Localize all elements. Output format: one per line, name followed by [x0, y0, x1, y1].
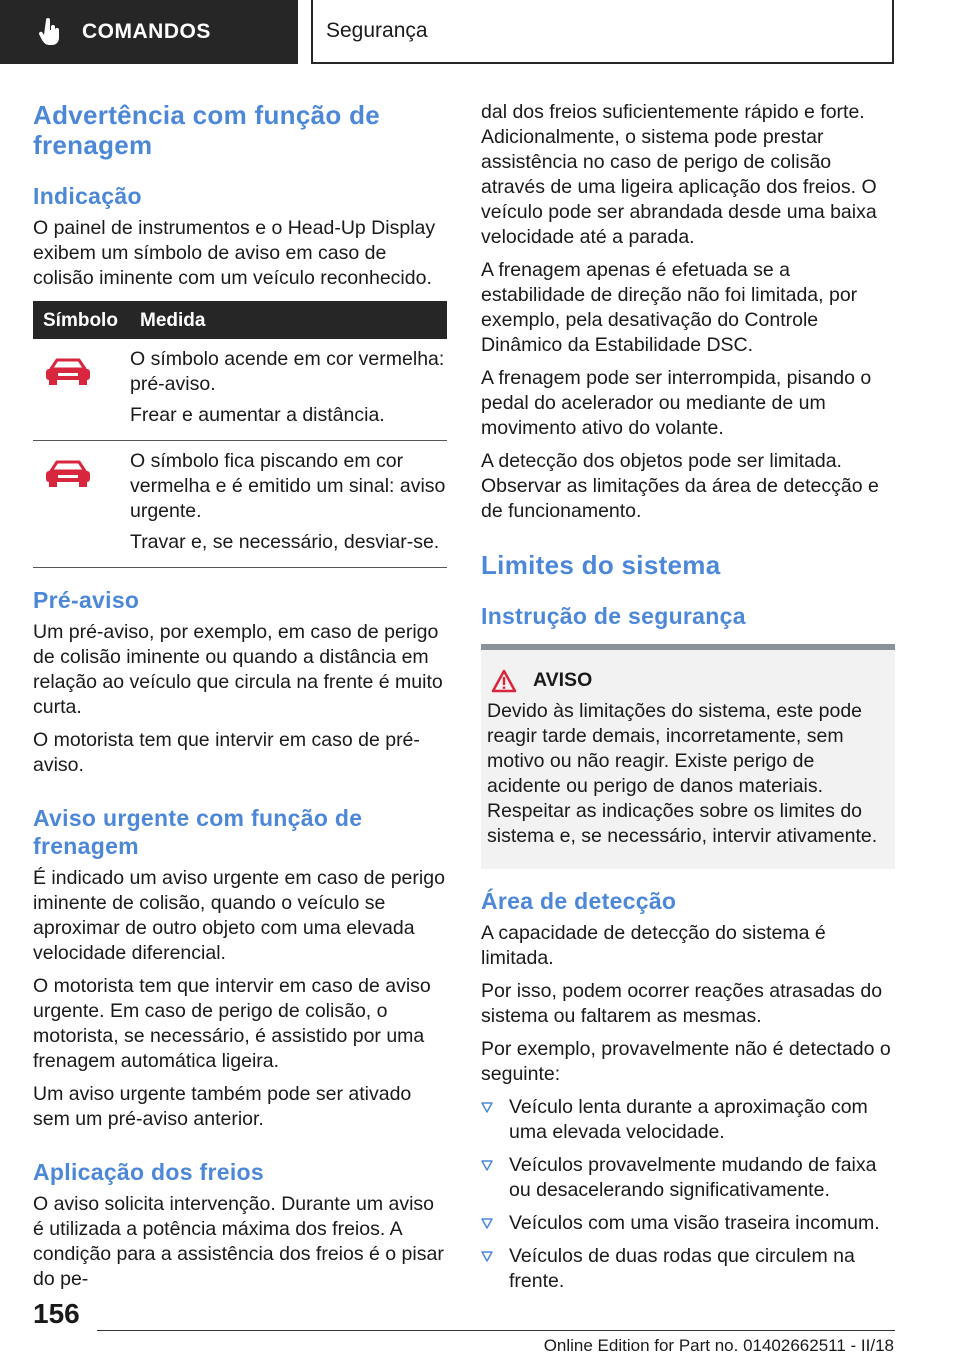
- paragraph: Um pré-aviso, por exemplo, em caso de perigo de colisão iminente ou quando a distância em relação ao veículo que circula na frente é muito curta.: [33, 621, 443, 718]
- chapter-label: COMANDOS: [82, 20, 211, 43]
- footer-divider: [97, 1330, 895, 1331]
- section-title-limites: Limites do sistema: [481, 550, 721, 580]
- warning-title: [487, 668, 887, 693]
- warning-box: [481, 644, 895, 869]
- table-cell-text: O símbolo acende em cor vermelha: pré-aviso.: [130, 348, 445, 395]
- paragraph: A capacidade de detecção do sistema é limitada.: [481, 922, 826, 969]
- table-cell-measure: [130, 339, 447, 441]
- table-header-row: [33, 301, 447, 339]
- table-row: [33, 339, 447, 441]
- warning-text: Devido às limitações do sistema, este pode reagir tarde demais, incorretamente, sem motivo ou não reagir. Existe perigo de acidente ou perigo de danos materiais. Respeitar as indicações sobre os limites do sistema e, se necessário, intervir ativamente.: [487, 700, 878, 847]
- list-item: [481, 1211, 895, 1236]
- warning-triangle-icon: [491, 669, 517, 693]
- list-item-text: Veículos com uma visão traseira incomum.: [509, 1212, 880, 1234]
- paragraph: A frenagem apenas é efetuada se a estabilidade de direção não foi limitada, por exemplo, pela desativação do Controle Dinâmico da Estabilidade DSC.: [481, 259, 858, 356]
- right-column: [481, 100, 895, 1302]
- table-cell-measure: [130, 441, 447, 568]
- section-heading-indicacao: Indicação: [33, 183, 142, 209]
- paragraph: A frenagem pode ser interrompida, pisando o pedal do acelerador ou mediante de um movimento ativo do volante.: [481, 367, 872, 439]
- triangle-bullet-icon: [481, 1217, 493, 1229]
- car-warning-icon: [43, 357, 93, 387]
- list-item: [481, 1244, 895, 1294]
- page-number: 156: [33, 1298, 80, 1329]
- bullet-list: [481, 1095, 895, 1294]
- section-heading-aplicacao: Aplicação dos freios: [33, 1159, 264, 1185]
- paragraph: A detecção dos objetos pode ser limitada. Observar as limitações da área de detecção e de funcionamento.: [481, 450, 879, 522]
- table-cell-text: Travar e, se necessário, desviar-se.: [130, 531, 440, 553]
- section-label: Segurança: [326, 19, 428, 42]
- car-warning-flashing-icon: [43, 459, 93, 489]
- triangle-bullet-icon: [481, 1250, 493, 1262]
- warning-label: AVISO: [533, 669, 593, 691]
- table-cell-symbol: [33, 441, 130, 568]
- symbol-table: [33, 301, 447, 568]
- footer-edition: Online Edition for Part no. 01402662511 - II/18: [543, 1336, 894, 1355]
- list-item: [481, 1153, 895, 1203]
- paragraph: Por isso, podem ocorrer reações atrasadas do sistema ou faltarem as mesmas.: [481, 980, 883, 1027]
- section-heading-area: Área de detecção: [481, 888, 677, 914]
- paragraph: O painel de instrumentos e o Head-Up Display exibem um símbolo de aviso em caso de colisão iminente com um veículo reconhecido.: [33, 217, 436, 289]
- paragraph: O motorista tem que intervir em caso de aviso urgente. Em caso de perigo de colisão, o motorista, se necessário, é assistido por uma frenagem automática ligeira.: [33, 975, 431, 1072]
- chapter-tab[interactable]: [0, 0, 298, 64]
- paragraph: O motorista tem que intervir em caso de pré-aviso.: [33, 729, 420, 776]
- section-header: [311, 0, 894, 64]
- table-cell-symbol: [33, 339, 130, 441]
- paragraph: O aviso solicita intervenção. Durante um aviso é utilizada a potência máxima dos freios. A condição para a assistência dos freios é o pisar do pe-: [33, 1193, 444, 1290]
- list-item-text: Veículos provavelmente mudando de faixa ou desacelerando significativamente.: [509, 1154, 877, 1201]
- list-item-text: Veículo lenta durante a aproximação com uma elevada velocidade.: [509, 1096, 868, 1143]
- section-heading-aviso-urgente: Aviso urgente com função de frenagem: [33, 805, 363, 859]
- table-cell-text: O símbolo fica piscando em cor vermelha e é emitido um sinal: aviso urgente.: [130, 450, 446, 522]
- triangle-bullet-icon: [481, 1101, 493, 1113]
- paragraph: É indicado um aviso urgente em caso de perigo iminente de colisão, quando o veículo se aproximar de outro objeto com uma elevada velocidade diferencial.: [33, 867, 445, 964]
- section-heading-pre-aviso: Pré-aviso: [33, 587, 140, 613]
- triangle-bullet-icon: [481, 1159, 493, 1171]
- list-item-text: Veículos de duas rodas que circulem na frente.: [509, 1245, 855, 1292]
- table-header-measure: Medida: [130, 301, 447, 339]
- table-row: [33, 441, 447, 568]
- list-item: [481, 1095, 895, 1145]
- hand-pointer-icon: [38, 18, 62, 46]
- paragraph: dal dos freios suficientemente rápido e forte. Adicionalmente, o sistema pode prestar assistência no caso de perigo de colisão através de uma ligeira aplicação dos freios. O veículo pode ser abrandada desde uma baixa velocidade até a parada.: [481, 101, 877, 248]
- table-cell-text: Frear e aumentar a distância.: [130, 404, 385, 426]
- paragraph: Por exemplo, provavelmente não é detectado o seguinte:: [481, 1038, 891, 1085]
- table-header-symbol: Símbolo: [33, 301, 130, 339]
- paragraph: Um aviso urgente também pode ser ativado sem um pré-aviso anterior.: [33, 1083, 412, 1130]
- page-title: Advertência com função de frenagem: [33, 100, 381, 160]
- left-column: [33, 100, 447, 1300]
- section-heading-instrucao: Instrução de segurança: [481, 603, 746, 629]
